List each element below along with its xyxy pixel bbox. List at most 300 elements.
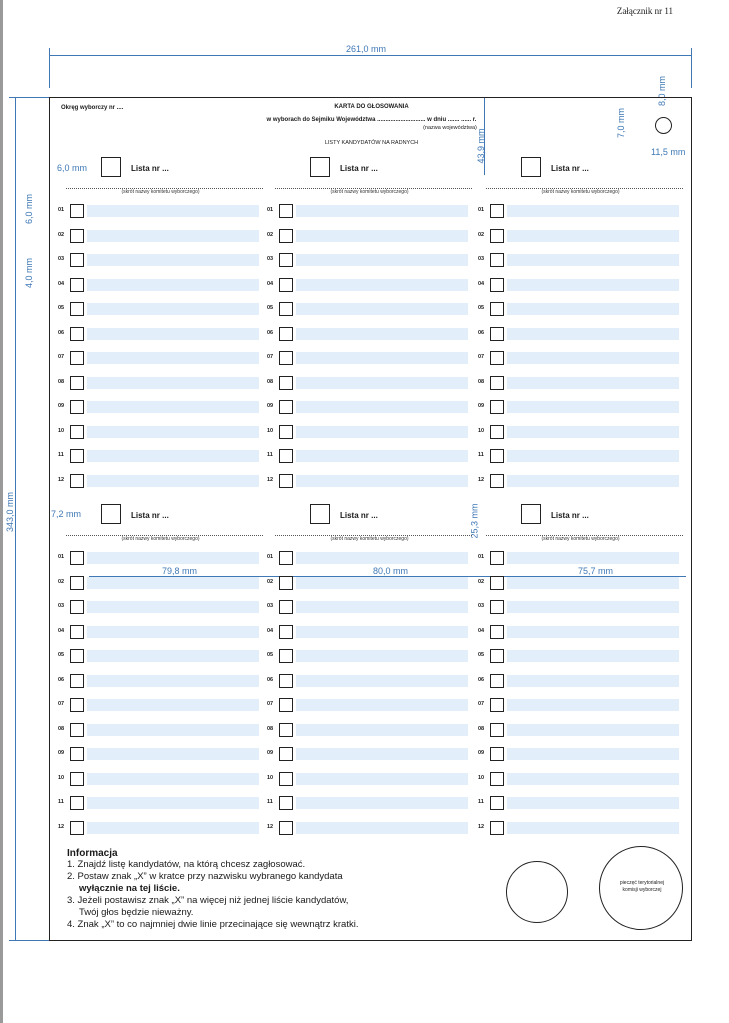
candidate-number: 04	[267, 627, 274, 634]
candidate-name-field	[87, 577, 259, 589]
candidate-row	[478, 723, 683, 737]
candidate-number: 12	[478, 476, 485, 483]
candidate-number: 07	[478, 354, 485, 360]
candidate-row	[478, 625, 683, 639]
candidate-number: 06	[267, 676, 274, 683]
candidate-checkbox[interactable]	[490, 747, 504, 761]
candidate-row	[58, 723, 263, 737]
candidate-checkbox[interactable]	[70, 376, 84, 390]
information-item-4: 4. Znak „X” to co najmniej dwie linie przecinające się wewnątrz kratki.	[67, 919, 359, 930]
candidate-checkbox[interactable]	[490, 796, 504, 810]
dimension-width	[49, 44, 692, 62]
candidate-number: 08	[478, 725, 485, 732]
candidate-checkbox[interactable]	[70, 576, 84, 590]
seal-circle-1	[506, 861, 568, 923]
candidate-list-4	[58, 504, 263, 834]
candidate-row	[267, 600, 472, 614]
candidate-name-field	[507, 254, 679, 266]
candidate-checkbox[interactable]	[490, 600, 504, 614]
candidate-row	[478, 698, 683, 712]
candidate-checkbox[interactable]	[279, 551, 293, 565]
candidate-row	[58, 253, 263, 267]
candidate-number: 01	[478, 207, 485, 213]
candidate-number: 03	[267, 256, 274, 262]
candidate-checkbox[interactable]	[279, 674, 293, 688]
candidate-row	[478, 821, 683, 835]
dimension-width-label: 261,0 mm	[346, 44, 387, 54]
candidate-checkbox[interactable]	[70, 302, 84, 316]
candidate-name-field	[87, 797, 259, 809]
candidate-number: 05	[267, 652, 274, 658]
candidate-checkbox[interactable]	[70, 772, 84, 786]
candidate-checkbox[interactable]	[490, 376, 504, 390]
candidate-name-field	[296, 797, 468, 809]
candidate-checkbox[interactable]	[70, 625, 84, 639]
candidate-name-field	[296, 426, 468, 438]
candidate-number: 02	[478, 231, 485, 238]
candidate-name-field	[507, 724, 679, 736]
candidate-row	[478, 253, 683, 267]
candidate-row	[267, 821, 472, 835]
candidate-row	[58, 772, 263, 786]
candidate-number: 06	[58, 329, 65, 336]
candidate-number: 09	[267, 750, 274, 756]
candidate-row	[478, 278, 683, 292]
candidate-number: 11	[267, 452, 273, 458]
candidate-row	[58, 649, 263, 663]
candidate-checkbox[interactable]	[70, 253, 84, 267]
candidate-number: 06	[58, 676, 65, 683]
candidate-number: 01	[478, 554, 485, 560]
candidate-row	[267, 425, 472, 439]
candidate-name-field	[296, 748, 468, 760]
candidate-number: 09	[478, 403, 485, 409]
candidate-checkbox[interactable]	[70, 551, 84, 565]
candidate-name-field	[87, 822, 259, 834]
candidate-checkbox[interactable]	[490, 425, 504, 439]
candidate-name-field	[507, 450, 679, 462]
candidate-name-field	[87, 626, 259, 638]
candidate-checkbox[interactable]	[279, 327, 293, 341]
candidate-row	[58, 821, 263, 835]
candidate-checkbox[interactable]	[490, 674, 504, 688]
information-section	[67, 848, 467, 931]
candidate-name-field	[296, 724, 468, 736]
candidate-name-field	[87, 377, 259, 389]
candidate-name-field	[507, 377, 679, 389]
candidate-name-field	[296, 352, 468, 364]
candidate-number: 08	[267, 725, 274, 732]
candidate-name-field	[87, 328, 259, 340]
candidate-number: 11	[267, 799, 273, 805]
seal-text-line2: komisji wyborczej	[622, 887, 662, 893]
candidate-checkbox[interactable]	[70, 674, 84, 688]
candidate-number: 10	[478, 427, 485, 434]
candidate-number: 09	[58, 403, 65, 409]
candidate-row	[267, 204, 472, 218]
annex-label: Załącznik nr 11	[616, 6, 673, 16]
candidate-number: 08	[58, 725, 65, 732]
candidate-row	[267, 278, 472, 292]
candidate-name-field	[507, 773, 679, 785]
candidate-number: 02	[267, 578, 274, 585]
list-checkbox[interactable]	[310, 504, 330, 524]
candidate-row	[478, 600, 683, 614]
information-title: Informacja	[67, 848, 118, 859]
candidate-number: 02	[58, 578, 65, 585]
candidate-checkbox[interactable]	[70, 796, 84, 810]
candidate-checkbox[interactable]	[70, 600, 84, 614]
candidate-checkbox[interactable]	[490, 551, 504, 565]
dimension-row-top: 6,0 mm	[24, 193, 35, 225]
candidate-number: 02	[58, 231, 65, 238]
page-edge	[0, 0, 3, 1023]
candidate-row	[267, 723, 472, 737]
candidate-row	[58, 551, 263, 565]
candidate-row	[267, 474, 472, 488]
committee-label: (skrót nazwy komitetu wyborczego)	[541, 189, 620, 195]
candidate-checkbox[interactable]	[279, 625, 293, 639]
list-checkbox[interactable]	[101, 157, 121, 177]
candidate-list-6	[478, 504, 683, 834]
district-label: Okręg wyborczy nr ....	[61, 105, 124, 111]
ballot-title: KARTA DO GŁOSOWANIA	[334, 104, 409, 110]
candidate-checkbox[interactable]	[490, 625, 504, 639]
candidate-number: 03	[478, 256, 485, 262]
candidate-checkbox[interactable]	[490, 698, 504, 712]
candidate-name-field	[87, 205, 259, 217]
candidate-checkbox[interactable]	[279, 229, 293, 243]
candidate-name-field	[296, 401, 468, 413]
candidate-checkbox[interactable]	[279, 821, 293, 835]
candidate-row	[478, 425, 683, 439]
candidate-checkbox[interactable]	[490, 327, 504, 341]
dimension-hole-horizontal: 11,5 mm	[651, 147, 686, 157]
candidate-number: 06	[478, 329, 485, 336]
candidate-number: 10	[267, 774, 274, 781]
candidate-name-field	[87, 724, 259, 736]
candidate-number: 01	[58, 554, 65, 560]
candidate-checkbox[interactable]	[70, 278, 84, 292]
candidate-number: 12	[267, 476, 274, 483]
candidate-row	[58, 351, 263, 365]
candidate-row	[58, 449, 263, 463]
candidate-row	[478, 204, 683, 218]
candidate-checkbox[interactable]	[490, 772, 504, 786]
candidate-checkbox[interactable]	[490, 649, 504, 663]
candidate-checkbox[interactable]	[279, 449, 293, 463]
candidate-checkbox[interactable]	[490, 449, 504, 463]
list-label: Lista nr ...	[551, 511, 589, 520]
candidate-row	[58, 576, 263, 590]
candidate-row	[267, 796, 472, 810]
candidate-number: 04	[478, 280, 485, 287]
dimension-height	[6, 97, 26, 941]
candidate-name-field	[296, 773, 468, 785]
candidate-row	[58, 698, 263, 712]
candidate-number: 05	[267, 305, 274, 311]
candidate-row	[478, 772, 683, 786]
candidate-name-field	[87, 699, 259, 711]
candidate-number: 07	[58, 701, 65, 707]
candidate-name-field	[296, 675, 468, 687]
candidate-checkbox[interactable]	[490, 278, 504, 292]
committee-label: (skrót nazwy komitetu wyborczego)	[330, 536, 409, 542]
candidate-checkbox[interactable]	[490, 576, 504, 590]
dimension-box-offset: 6,0 mm	[57, 163, 88, 173]
candidate-number: 07	[58, 354, 65, 360]
candidate-name-field	[296, 475, 468, 487]
candidate-checkbox[interactable]	[279, 723, 293, 737]
candidate-checkbox[interactable]	[70, 747, 84, 761]
candidate-name-field	[87, 675, 259, 687]
candidate-name-field	[296, 822, 468, 834]
candidate-checkbox[interactable]	[70, 723, 84, 737]
candidate-name-field	[507, 230, 679, 242]
candidate-number: 12	[58, 823, 65, 830]
candidate-number: 11	[58, 452, 64, 458]
candidate-checkbox[interactable]	[70, 449, 84, 463]
candidate-checkbox[interactable]	[490, 253, 504, 267]
candidate-row	[478, 474, 683, 488]
candidate-number: 10	[58, 774, 65, 781]
candidate-checkbox[interactable]	[70, 229, 84, 243]
candidate-number: 08	[58, 378, 65, 385]
candidate-number: 10	[478, 774, 485, 781]
candidate-list-3	[478, 157, 683, 487]
candidate-checkbox[interactable]	[279, 474, 293, 488]
list-checkbox[interactable]	[521, 157, 541, 177]
candidate-row	[58, 796, 263, 810]
candidate-checkbox[interactable]	[490, 204, 504, 218]
candidate-row	[267, 698, 472, 712]
candidate-row	[478, 796, 683, 810]
candidate-row	[58, 327, 263, 341]
candidate-row	[267, 229, 472, 243]
candidate-row	[58, 474, 263, 488]
candidate-number: 12	[267, 823, 274, 830]
region-note: (nazwa województwa)	[423, 125, 477, 131]
candidate-checkbox[interactable]	[490, 302, 504, 316]
candidate-name-field	[87, 552, 259, 564]
committee-label: (skrót nazwy komitetu wyborczego)	[541, 536, 620, 542]
dimension-hole-top: 8,0 mm	[657, 75, 668, 107]
candidate-row	[478, 674, 683, 688]
candidate-name-field	[507, 675, 679, 687]
candidate-row	[267, 649, 472, 663]
candidate-number: 09	[58, 750, 65, 756]
candidate-row	[58, 229, 263, 243]
candidate-name-field	[296, 601, 468, 613]
candidate-number: 05	[478, 305, 485, 311]
candidate-checkbox[interactable]	[70, 821, 84, 835]
candidate-row	[58, 747, 263, 761]
list-label: Lista nr ...	[131, 511, 169, 520]
candidate-number: 01	[267, 554, 274, 560]
candidate-name-field	[296, 699, 468, 711]
candidate-number: 09	[478, 750, 485, 756]
candidate-row	[478, 229, 683, 243]
candidate-name-field	[507, 205, 679, 217]
information-item-3-cont: Twój głos będzie nieważny.	[79, 907, 194, 918]
candidate-name-field	[87, 401, 259, 413]
candidate-row	[267, 449, 472, 463]
candidate-name-field	[87, 254, 259, 266]
candidate-checkbox[interactable]	[279, 698, 293, 712]
candidate-checkbox[interactable]	[279, 278, 293, 292]
list-label: Lista nr ...	[131, 164, 169, 173]
candidate-checkbox[interactable]	[490, 400, 504, 414]
candidate-list-1	[58, 157, 263, 487]
seal-text-line1: pieczęć terytorialnej	[619, 880, 665, 886]
candidate-row	[58, 425, 263, 439]
candidate-name-field	[507, 748, 679, 760]
candidate-name-field	[87, 303, 259, 315]
candidate-row	[478, 551, 683, 565]
information-item-1: 1. Znajdź listę kandydatów, na którą chcesz zagłosować.	[67, 859, 306, 870]
candidate-name-field	[507, 426, 679, 438]
candidate-number: 11	[58, 799, 64, 805]
candidate-name-field	[507, 822, 679, 834]
candidate-name-field	[296, 577, 468, 589]
candidate-name-field	[87, 450, 259, 462]
candidate-name-field	[507, 475, 679, 487]
candidate-row	[58, 400, 263, 414]
candidate-checkbox[interactable]	[70, 698, 84, 712]
candidate-row	[58, 625, 263, 639]
dimension-height-label: 343,0 mm	[5, 491, 15, 533]
candidate-checkbox[interactable]	[279, 772, 293, 786]
candidate-checkbox[interactable]	[70, 204, 84, 218]
candidate-name-field	[296, 626, 468, 638]
candidate-row	[478, 649, 683, 663]
candidate-checkbox[interactable]	[490, 351, 504, 365]
candidate-checkbox[interactable]	[490, 723, 504, 737]
candidate-row	[478, 302, 683, 316]
candidate-name-field	[507, 577, 679, 589]
candidate-checkbox[interactable]	[70, 474, 84, 488]
candidate-name-field	[87, 426, 259, 438]
candidate-number: 05	[58, 305, 65, 311]
list-checkbox[interactable]	[310, 157, 330, 177]
candidate-row	[267, 747, 472, 761]
list-checkbox[interactable]	[101, 504, 121, 524]
candidate-checkbox[interactable]	[279, 302, 293, 316]
candidate-name-field	[87, 748, 259, 760]
candidate-number: 11	[478, 452, 484, 458]
candidate-checkbox[interactable]	[279, 649, 293, 663]
candidate-name-field	[296, 450, 468, 462]
candidate-checkbox[interactable]	[70, 327, 84, 341]
list-label: Lista nr ...	[551, 164, 589, 173]
candidate-checkbox[interactable]	[279, 204, 293, 218]
committee-label: (skrót nazwy komitetu wyborczego)	[121, 536, 200, 542]
candidate-checkbox[interactable]	[70, 649, 84, 663]
candidate-number: 10	[267, 427, 274, 434]
candidate-name-field	[296, 552, 468, 564]
candidate-name-field	[507, 401, 679, 413]
dimension-col2: 80,0 mm	[373, 566, 409, 576]
candidate-number: 09	[267, 403, 274, 409]
candidate-checkbox[interactable]	[279, 747, 293, 761]
candidate-name-field	[296, 279, 468, 291]
candidate-number: 12	[58, 476, 65, 483]
candidate-checkbox[interactable]	[279, 253, 293, 267]
candidate-name-field	[507, 797, 679, 809]
candidate-checkbox[interactable]	[70, 425, 84, 439]
candidate-number: 12	[478, 823, 485, 830]
candidate-checkbox[interactable]	[279, 425, 293, 439]
candidate-row	[478, 327, 683, 341]
candidate-number: 07	[267, 354, 274, 360]
candidate-number: 03	[58, 256, 65, 262]
candidate-checkbox[interactable]	[279, 576, 293, 590]
dimension-col1: 79,8 mm	[162, 566, 198, 576]
candidate-number: 10	[58, 427, 65, 434]
candidate-checkbox[interactable]	[279, 796, 293, 810]
candidate-name-field	[296, 254, 468, 266]
candidate-number: 05	[58, 652, 65, 658]
candidate-row	[267, 351, 472, 365]
committee-label: (skrót nazwy komitetu wyborczego)	[121, 189, 200, 195]
candidate-row	[58, 302, 263, 316]
candidate-checkbox[interactable]	[70, 351, 84, 365]
candidate-number: 01	[58, 207, 65, 213]
seal-circle-2	[599, 846, 683, 930]
candidate-number: 04	[58, 627, 65, 634]
candidate-row	[267, 253, 472, 267]
candidate-checkbox[interactable]	[279, 351, 293, 365]
candidate-number: 02	[267, 231, 274, 238]
candidate-name-field	[87, 773, 259, 785]
candidate-checkbox[interactable]	[490, 474, 504, 488]
candidate-checkbox[interactable]	[279, 600, 293, 614]
candidate-number: 01	[267, 207, 274, 213]
candidate-number: 05	[478, 652, 485, 658]
dimension-col3: 75,7 mm	[578, 566, 614, 576]
candidate-row	[478, 576, 683, 590]
candidate-number: 08	[267, 378, 274, 385]
candidate-number: 03	[478, 603, 485, 609]
candidate-name-field	[507, 328, 679, 340]
candidate-name-field	[507, 279, 679, 291]
candidate-name-field	[87, 475, 259, 487]
ballot-subtitle: w wyborach do Sejmiku Województwa ............................. w dniu ....... ...... r.	[266, 117, 477, 123]
candidate-checkbox[interactable]	[490, 821, 504, 835]
information-item-2: 2. Postaw znak „X” w kratce przy nazwisku wybranego kandydata	[67, 871, 343, 882]
candidate-name-field	[87, 352, 259, 364]
candidate-number: 06	[267, 329, 274, 336]
candidate-checkbox[interactable]	[279, 376, 293, 390]
candidate-row	[267, 302, 472, 316]
candidate-checkbox[interactable]	[70, 400, 84, 414]
candidate-row	[58, 376, 263, 390]
candidate-number: 04	[58, 280, 65, 287]
candidate-name-field	[296, 205, 468, 217]
ballot-card	[49, 97, 692, 941]
candidate-row	[58, 674, 263, 688]
candidate-checkbox[interactable]	[279, 400, 293, 414]
candidate-number: 04	[478, 627, 485, 634]
candidate-row	[267, 551, 472, 565]
candidate-name-field	[87, 230, 259, 242]
dimension-row-spacing: 4,0 mm	[24, 257, 35, 289]
list-checkbox[interactable]	[521, 504, 541, 524]
candidate-row	[478, 449, 683, 463]
candidate-name-field	[296, 230, 468, 242]
candidate-checkbox[interactable]	[490, 229, 504, 243]
candidate-name-field	[87, 650, 259, 662]
